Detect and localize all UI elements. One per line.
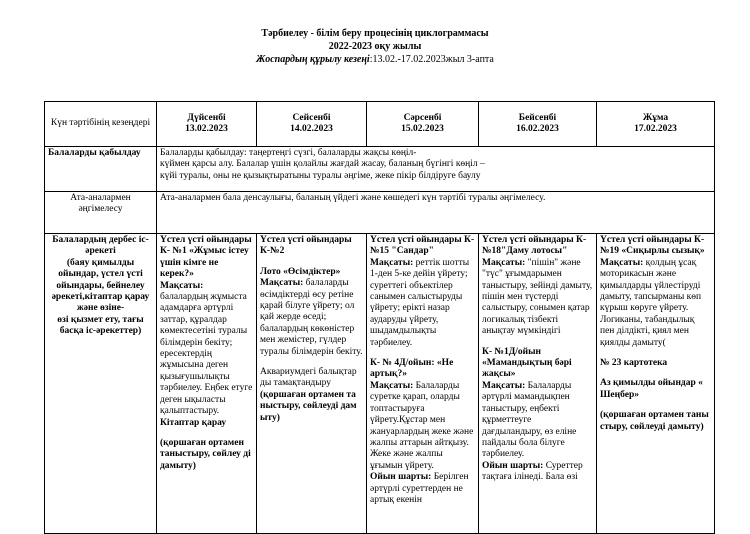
goal-label: Мақсаты: — [370, 257, 414, 268]
activity-title: Үстел үсті ойындары К- №18"Даму лотосы" — [482, 235, 587, 257]
goal-text: балалардың жұмыста адамдарға әртүрлі заттар, құралдар көмектесетіні туралы білімдерін бекіту; ересектердің жұмысына деген қызығушылықты тәрбиелеу. Еңбек етуге деген ықыласты қалыптастыру. — [160, 292, 253, 417]
row-label-reception: Балаларды қабылдау — [45, 147, 157, 192]
game-name: К- №1Д/ойын «Мамандықтың бәрі жақсы» — [482, 346, 572, 380]
day-header-mon — [157, 102, 257, 147]
goal-label: Мақсаты: — [600, 257, 644, 268]
reception-text: Балаларды қабылдау: таңертеңгі сүзгі, балаларды жақсы көңіл- күймен қарсы алу. Балалар үшін қолайлы жағдай жасау, баланың бүгінгі көңіл – күйі туралы, оны не қызықтыратыны туралы әңгіме, жеке пікір білдіруге баулу — [157, 147, 715, 192]
game-name: Аз қимылды ойындар « Шеңбер» — [600, 378, 703, 400]
rules-text: Берілген әртүрлі суреттерден не артық екенін — [370, 472, 469, 505]
row-label-activity: Балалардың дербес іс-әрекеті (баяу қимылды ойындар, үстел үсті ойындары, бейнелеу әрекеті,кітаптар қарау және өзіне- өзі қызмет ету, тағы басқа іс-әрекеттер) — [45, 234, 157, 534]
activity-tue — [257, 234, 367, 534]
day-header-wed — [367, 102, 479, 147]
rules-label: Ойын шарты: — [482, 460, 544, 471]
activity-note: (қоршаған ортамен таныстыру, сөйлеу ді дамыту) — [160, 437, 251, 471]
day-date: 13.02.2023 — [185, 124, 228, 134]
day-name: Дүйсенбі — [187, 112, 226, 123]
goal-label: Мақсаты: — [160, 280, 204, 291]
goal-label: Мақсаты: — [482, 257, 526, 268]
planning-period-label: Жоспардың құрылу кезеңі — [256, 54, 370, 65]
planning-period — [0, 53, 750, 66]
day-name: Сейсенбі — [292, 112, 331, 123]
activity-note: (қоршаған ортамен таны стыру, сөйлеуді дамыту) — [600, 410, 709, 432]
cyclogram-table — [44, 101, 715, 534]
activity-thu — [479, 234, 597, 534]
game-name: К- № 4Д/ойын: «Не артық?» — [370, 358, 454, 380]
table-header-row — [45, 102, 715, 147]
activity-mon — [157, 234, 257, 534]
planning-period-value: :13.02.-17.02.2023жыл 3-апта — [369, 54, 494, 65]
day-name: Сәрсенбі — [403, 112, 442, 123]
row-activity — [45, 234, 715, 534]
activity-fri — [597, 234, 715, 534]
row-label-parents: Ата-аналармен әңгімелесу — [45, 192, 157, 234]
day-date: 14.02.2023 — [290, 124, 333, 134]
goal-label: Мақсаты: — [482, 380, 526, 391]
goal-text: қолдың ұсақ моторикасын және қимылдарды үйлестіруді дамыту, тапсырманы көп күрыш көруге үйрету. Логиканы, табандылық пен ділдікті, қиял мен қиялды дамыту( — [600, 257, 702, 348]
card-number: № 23 картотека — [600, 358, 668, 369]
goal-text: Балаларды әртүрлі мамандықпен таныстыру, еңбекті құрметтеуге дағдыландыру, өз еліне пайдалы бола білуге тәрбиелеу. — [482, 380, 577, 460]
day-name: Жұма — [642, 112, 669, 123]
day-name: Бейсенбі — [518, 112, 557, 123]
goal-label: Мақсаты: — [260, 278, 304, 289]
activity-note: (қоршаған ортамен та ныстыру, сөйлеуді дам ыту) — [260, 389, 357, 423]
activity-title: Үстел үсті ойындары К- №1 «Жұмыс істеу үшін кімге не керек?» — [160, 235, 252, 280]
activity-title: Үстел үсті ойындары К-№2 — [260, 235, 352, 257]
document-title: Тәрбиелеу - білім беру процесінің циклограммасы — [261, 28, 489, 39]
rules-text: Суреттер тақтаға ілінеді. Бала өзі — [482, 460, 583, 483]
goal-text: Балаларды суретке қарап, оларды топтастыруға үйрету.Құстар мен жануарлардың жеке және жалпы аттарын айтқызу. Жеке және жалпы ұғымын үйрету. — [370, 380, 474, 471]
day-header-thu — [479, 102, 597, 147]
day-date: 16.02.2023 — [516, 124, 559, 134]
activity-title: Үстел үсті ойындары К- №19 «Сиқырлы сызық» — [600, 235, 705, 257]
parents-text: Ата-аналармен бала денсаулығы, баланың үйдегі және көшедегі күн тәртібі туралы әңгімелесу. — [157, 192, 715, 234]
activity-wed — [367, 234, 479, 534]
day-header-tue — [257, 102, 367, 147]
activity-title: Үстел үсті ойындары К- №15 "Сандар" — [370, 235, 475, 257]
academic-year: 2022-2023 оқу жылы — [328, 41, 422, 52]
day-date: 17.02.2023 — [634, 124, 677, 134]
day-header-fri — [597, 102, 715, 147]
sub-activity: Кітаптар қарау — [160, 417, 227, 428]
goal-text: балаларды өсімдіктерді өсу ретіне қарай білуге үйрету; ол қай жерде өседі; балалардың көкөністер мен жемістер, гүлдер туралы білімдерін бекіту. — [260, 278, 363, 357]
extra-activity: Аквариумдегі балықтар ды тамақтандыру — [260, 367, 357, 389]
game-name: Лото «Өсімдіктер» — [260, 266, 341, 277]
goal-text: реттік шотты 1-ден 5-ке дейін үйрету; суреттегі объектілер санымен салыстыруды үйрету; ерікті назар аударуды үйрету, шыдамдылықты тәрбиелеу. — [370, 257, 470, 348]
corner-cell: Күн тәртібінің кезеңдері — [45, 102, 157, 147]
goal-label: Мақсаты: — [370, 380, 414, 391]
row-reception — [45, 147, 715, 192]
rules-label: Ойын шарты: — [370, 472, 432, 483]
row-parents — [45, 192, 715, 234]
day-date: 15.02.2023 — [401, 124, 444, 134]
goal-text: "пішін" және "түс" ұғымдарымен таныстыру, зейінді дамыту, пішін мен түстерді салыстыру, сонымен қатар логикалық тізбекті анықтау мүмкіндігі — [482, 257, 593, 337]
